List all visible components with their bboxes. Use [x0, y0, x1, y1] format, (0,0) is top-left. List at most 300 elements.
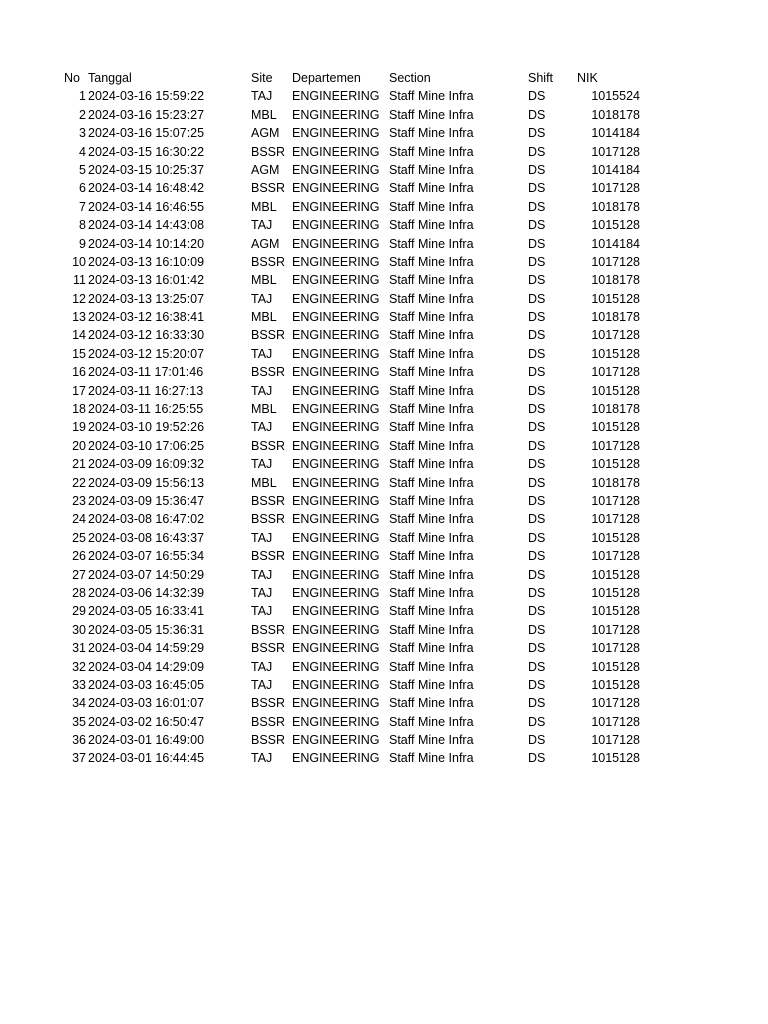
cell-no: 6: [79, 181, 86, 196]
cell-shift: DS: [528, 162, 546, 177]
cell-tanggal: 2024-03-11 16:25:55: [88, 402, 204, 417]
cell-site: MBL: [251, 199, 277, 214]
cell-departemen: ENGINEERING: [292, 107, 380, 122]
cell-nik: 1014184: [591, 126, 640, 141]
table-body: [0, 87, 768, 767]
cell-tanggal: 2024-03-03 16:45:05: [88, 677, 205, 692]
cell-shift: DS: [528, 89, 546, 104]
table-row: [0, 676, 768, 694]
cell-section: Staff Mine Infra: [389, 328, 474, 343]
table-row: [0, 566, 768, 584]
cell-site: AGM: [251, 236, 280, 251]
cell-departemen: ENGINEERING: [292, 310, 380, 325]
cell-tanggal: 2024-03-05 15:36:31: [88, 622, 205, 637]
cell-shift: DS: [528, 622, 546, 637]
cell-shift: DS: [528, 420, 546, 435]
cell-shift: DS: [528, 438, 546, 453]
cell-tanggal: 2024-03-16 15:07:25: [88, 126, 205, 141]
table-row: [0, 492, 768, 510]
cell-nik: 1017128: [591, 622, 640, 637]
cell-site: TAJ: [251, 604, 273, 619]
table-row: [0, 253, 768, 271]
table-row: [0, 216, 768, 234]
cell-shift: DS: [528, 310, 546, 325]
cell-site: BSSR: [251, 622, 286, 637]
cell-section: Staff Mine Infra: [389, 346, 474, 361]
cell-nik: 1017128: [591, 365, 640, 380]
cell-site: TAJ: [251, 677, 273, 692]
cell-section: Staff Mine Infra: [389, 107, 474, 122]
attendance-table: [0, 69, 768, 768]
cell-departemen: ENGINEERING: [292, 604, 380, 619]
cell-site: MBL: [251, 107, 277, 122]
cell-shift: DS: [528, 530, 546, 545]
cell-no: 29: [72, 604, 86, 619]
cell-nik: 1017128: [591, 549, 640, 564]
cell-section: Staff Mine Infra: [389, 310, 474, 325]
cell-tanggal: 2024-03-14 10:14:20: [88, 236, 205, 251]
header-departemen: Departemen: [292, 71, 361, 85]
table-row: [0, 639, 768, 657]
cell-no: 2: [79, 107, 86, 122]
cell-shift: DS: [528, 604, 546, 619]
cell-departemen: ENGINEERING: [292, 733, 380, 748]
cell-tanggal: 2024-03-10 19:52:26: [88, 420, 205, 435]
cell-tanggal: 2024-03-08 16:43:37: [88, 530, 205, 545]
table-row: [0, 143, 768, 161]
cell-tanggal: 2024-03-14 14:43:08: [88, 218, 205, 233]
header-no: No: [64, 71, 80, 85]
cell-no: 14: [72, 328, 86, 343]
cell-site: AGM: [251, 126, 280, 141]
cell-section: Staff Mine Infra: [389, 457, 474, 472]
header-section: Section: [389, 71, 431, 85]
table-row: [0, 602, 768, 620]
cell-section: Staff Mine Infra: [389, 677, 474, 692]
cell-site: BSSR: [251, 365, 286, 380]
cell-nik: 1018178: [591, 107, 640, 122]
table-row: [0, 179, 768, 197]
cell-nik: 1017128: [591, 696, 640, 711]
cell-site: BSSR: [251, 328, 286, 343]
cell-shift: DS: [528, 751, 546, 766]
cell-nik: 1018178: [591, 475, 640, 490]
cell-section: Staff Mine Infra: [389, 493, 474, 508]
cell-shift: DS: [528, 383, 546, 398]
cell-section: Staff Mine Infra: [389, 438, 474, 453]
cell-section: Staff Mine Infra: [389, 199, 474, 214]
cell-nik: 1015128: [591, 457, 640, 472]
cell-site: BSSR: [251, 714, 286, 729]
cell-no: 24: [72, 512, 86, 527]
cell-section: Staff Mine Infra: [389, 89, 474, 104]
cell-departemen: ENGINEERING: [292, 659, 380, 674]
cell-departemen: ENGINEERING: [292, 291, 380, 306]
cell-tanggal: 2024-03-01 16:49:00: [88, 733, 205, 748]
cell-departemen: ENGINEERING: [292, 696, 380, 711]
cell-departemen: ENGINEERING: [292, 328, 380, 343]
cell-site: BSSR: [251, 549, 286, 564]
cell-departemen: ENGINEERING: [292, 346, 380, 361]
cell-no: 12: [72, 291, 86, 306]
cell-tanggal: 2024-03-07 14:50:29: [88, 567, 205, 582]
table-row: [0, 621, 768, 639]
cell-nik: 1017128: [591, 493, 640, 508]
cell-section: Staff Mine Infra: [389, 126, 474, 141]
cell-site: TAJ: [251, 383, 273, 398]
cell-nik: 1017128: [591, 438, 640, 453]
header-site: Site: [251, 71, 273, 85]
cell-tanggal: 2024-03-14 16:48:42: [88, 181, 205, 196]
cell-section: Staff Mine Infra: [389, 475, 474, 490]
cell-departemen: ENGINEERING: [292, 641, 380, 656]
cell-shift: DS: [528, 181, 546, 196]
cell-site: TAJ: [251, 530, 273, 545]
cell-shift: DS: [528, 126, 546, 141]
cell-no: 22: [72, 475, 86, 490]
cell-no: 11: [73, 273, 86, 288]
cell-shift: DS: [528, 365, 546, 380]
cell-shift: DS: [528, 402, 546, 417]
cell-nik: 1017128: [591, 512, 640, 527]
table-row: [0, 584, 768, 602]
cell-departemen: ENGINEERING: [292, 402, 380, 417]
cell-tanggal: 2024-03-12 16:38:41: [88, 310, 205, 325]
cell-site: AGM: [251, 162, 280, 177]
table-row: [0, 731, 768, 749]
cell-tanggal: 2024-03-11 17:01:46: [88, 365, 204, 380]
cell-tanggal: 2024-03-02 16:50:47: [88, 714, 205, 729]
cell-no: 8: [79, 218, 86, 233]
cell-nik: 1015128: [591, 291, 640, 306]
cell-nik: 1015128: [591, 218, 640, 233]
cell-site: BSSR: [251, 144, 286, 159]
cell-no: 35: [72, 714, 86, 729]
cell-tanggal: 2024-03-10 17:06:25: [88, 438, 205, 453]
cell-no: 23: [72, 493, 86, 508]
cell-tanggal: 2024-03-14 16:46:55: [88, 199, 205, 214]
table-row: [0, 87, 768, 105]
cell-nik: 1018178: [591, 199, 640, 214]
cell-departemen: ENGINEERING: [292, 144, 380, 159]
cell-shift: DS: [528, 567, 546, 582]
table-row: [0, 510, 768, 528]
cell-section: Staff Mine Infra: [389, 696, 474, 711]
cell-site: TAJ: [251, 751, 273, 766]
cell-nik: 1018178: [591, 402, 640, 417]
cell-shift: DS: [528, 696, 546, 711]
table-row: [0, 308, 768, 326]
cell-tanggal: 2024-03-09 15:36:47: [88, 493, 205, 508]
cell-departemen: ENGINEERING: [292, 751, 380, 766]
cell-departemen: ENGINEERING: [292, 181, 380, 196]
table-row: [0, 345, 768, 363]
cell-tanggal: 2024-03-15 16:30:22: [88, 144, 205, 159]
cell-tanggal: 2024-03-16 15:59:22: [88, 89, 205, 104]
table-row: [0, 382, 768, 400]
cell-nik: 1015128: [591, 567, 640, 582]
cell-shift: DS: [528, 199, 546, 214]
cell-shift: DS: [528, 549, 546, 564]
cell-departemen: ENGINEERING: [292, 493, 380, 508]
cell-departemen: ENGINEERING: [292, 714, 380, 729]
cell-section: Staff Mine Infra: [389, 273, 474, 288]
cell-shift: DS: [528, 346, 546, 361]
cell-site: TAJ: [251, 457, 273, 472]
cell-tanggal: 2024-03-04 14:29:09: [88, 659, 205, 674]
cell-shift: DS: [528, 585, 546, 600]
cell-nik: 1017128: [591, 144, 640, 159]
cell-section: Staff Mine Infra: [389, 162, 474, 177]
cell-section: Staff Mine Infra: [389, 420, 474, 435]
cell-shift: DS: [528, 641, 546, 656]
cell-tanggal: 2024-03-01 16:44:45: [88, 751, 205, 766]
cell-shift: DS: [528, 236, 546, 251]
table-row: [0, 198, 768, 216]
cell-section: Staff Mine Infra: [389, 604, 474, 619]
cell-no: 19: [72, 420, 86, 435]
cell-tanggal: 2024-03-09 16:09:32: [88, 457, 205, 472]
table-row: [0, 106, 768, 124]
cell-departemen: ENGINEERING: [292, 585, 380, 600]
cell-site: TAJ: [251, 89, 273, 104]
cell-shift: DS: [528, 218, 546, 233]
cell-site: BSSR: [251, 181, 286, 196]
cell-no: 21: [72, 457, 86, 472]
cell-nik: 1015128: [591, 383, 640, 398]
cell-nik: 1015128: [591, 420, 640, 435]
cell-departemen: ENGINEERING: [292, 457, 380, 472]
cell-site: BSSR: [251, 254, 286, 269]
cell-tanggal: 2024-03-15 10:25:37: [88, 162, 205, 177]
cell-section: Staff Mine Infra: [389, 659, 474, 674]
cell-shift: DS: [528, 733, 546, 748]
cell-section: Staff Mine Infra: [389, 714, 474, 729]
table-row: [0, 400, 768, 418]
cell-site: TAJ: [251, 218, 273, 233]
cell-no: 1: [79, 89, 86, 104]
cell-nik: 1017128: [591, 254, 640, 269]
cell-no: 7: [79, 199, 86, 214]
table-row: [0, 694, 768, 712]
cell-site: MBL: [251, 310, 277, 325]
cell-site: TAJ: [251, 346, 273, 361]
cell-no: 32: [72, 659, 86, 674]
cell-no: 25: [72, 530, 86, 545]
cell-tanggal: 2024-03-12 15:20:07: [88, 346, 205, 361]
table-row: [0, 124, 768, 142]
cell-departemen: ENGINEERING: [292, 254, 380, 269]
cell-site: TAJ: [251, 291, 273, 306]
cell-site: BSSR: [251, 512, 286, 527]
cell-no: 27: [72, 567, 86, 582]
cell-nik: 1017128: [591, 328, 640, 343]
cell-no: 5: [79, 162, 86, 177]
cell-tanggal: 2024-03-04 14:59:29: [88, 641, 205, 656]
cell-nik: 1015128: [591, 604, 640, 619]
cell-section: Staff Mine Infra: [389, 567, 474, 582]
cell-departemen: ENGINEERING: [292, 383, 380, 398]
table-row: [0, 749, 768, 767]
cell-departemen: ENGINEERING: [292, 475, 380, 490]
cell-departemen: ENGINEERING: [292, 218, 380, 233]
cell-no: 33: [72, 677, 86, 692]
cell-section: Staff Mine Infra: [389, 512, 474, 527]
header-row: [0, 69, 768, 87]
cell-tanggal: 2024-03-07 16:55:34: [88, 549, 205, 564]
cell-nik: 1015128: [591, 677, 640, 692]
table-row: [0, 437, 768, 455]
cell-tanggal: 2024-03-05 16:33:41: [88, 604, 205, 619]
cell-section: Staff Mine Infra: [389, 733, 474, 748]
cell-tanggal: 2024-03-03 16:01:07: [88, 696, 205, 711]
table-row: [0, 658, 768, 676]
cell-section: Staff Mine Infra: [389, 751, 474, 766]
cell-departemen: ENGINEERING: [292, 273, 380, 288]
cell-section: Staff Mine Infra: [389, 549, 474, 564]
cell-shift: DS: [528, 273, 546, 288]
cell-nik: 1014184: [591, 162, 640, 177]
cell-shift: DS: [528, 254, 546, 269]
cell-departemen: ENGINEERING: [292, 162, 380, 177]
table-row: [0, 235, 768, 253]
cell-tanggal: 2024-03-16 15:23:27: [88, 107, 205, 122]
cell-no: 26: [72, 549, 86, 564]
cell-shift: DS: [528, 457, 546, 472]
table-row: [0, 529, 768, 547]
cell-shift: DS: [528, 328, 546, 343]
cell-shift: DS: [528, 475, 546, 490]
cell-section: Staff Mine Infra: [389, 530, 474, 545]
header-nik: NIK: [577, 71, 598, 85]
cell-site: MBL: [251, 402, 277, 417]
cell-departemen: ENGINEERING: [292, 549, 380, 564]
cell-nik: 1015128: [591, 751, 640, 766]
cell-nik: 1015128: [591, 346, 640, 361]
header-shift: Shift: [528, 71, 554, 85]
cell-section: Staff Mine Infra: [389, 365, 474, 380]
cell-tanggal: 2024-03-13 16:10:09: [88, 254, 205, 269]
cell-section: Staff Mine Infra: [389, 218, 474, 233]
cell-no: 17: [72, 383, 86, 398]
cell-shift: DS: [528, 512, 546, 527]
cell-departemen: ENGINEERING: [292, 622, 380, 637]
cell-section: Staff Mine Infra: [389, 402, 474, 417]
cell-shift: DS: [528, 659, 546, 674]
cell-departemen: ENGINEERING: [292, 126, 380, 141]
table-row: [0, 455, 768, 473]
cell-site: BSSR: [251, 493, 286, 508]
cell-no: 10: [72, 254, 86, 269]
cell-tanggal: 2024-03-08 16:47:02: [88, 512, 205, 527]
table-row: [0, 713, 768, 731]
cell-section: Staff Mine Infra: [389, 641, 474, 656]
cell-nik: 1015128: [591, 659, 640, 674]
cell-section: Staff Mine Infra: [389, 144, 474, 159]
cell-section: Staff Mine Infra: [389, 181, 474, 196]
cell-site: BSSR: [251, 733, 286, 748]
cell-section: Staff Mine Infra: [389, 622, 474, 637]
cell-nik: 1017128: [591, 714, 640, 729]
cell-shift: DS: [528, 677, 546, 692]
cell-site: MBL: [251, 475, 277, 490]
cell-no: 4: [79, 144, 86, 159]
table-row: [0, 326, 768, 344]
cell-no: 28: [72, 585, 86, 600]
cell-nik: 1017128: [591, 181, 640, 196]
cell-nik: 1017128: [591, 641, 640, 656]
cell-site: TAJ: [251, 420, 273, 435]
cell-no: 36: [72, 733, 86, 748]
cell-nik: 1015524: [591, 89, 640, 104]
cell-nik: 1015128: [591, 530, 640, 545]
table-row: [0, 363, 768, 381]
cell-nik: 1018178: [591, 273, 640, 288]
cell-site: MBL: [251, 273, 277, 288]
cell-no: 34: [72, 696, 86, 711]
cell-nik: 1017128: [591, 733, 640, 748]
cell-tanggal: 2024-03-06 14:32:39: [88, 585, 205, 600]
cell-shift: DS: [528, 144, 546, 159]
cell-departemen: ENGINEERING: [292, 567, 380, 582]
cell-site: BSSR: [251, 438, 286, 453]
header-tanggal: Tanggal: [88, 71, 132, 85]
cell-no: 3: [79, 126, 86, 141]
cell-site: TAJ: [251, 659, 273, 674]
cell-tanggal: 2024-03-12 16:33:30: [88, 328, 205, 343]
cell-no: 30: [72, 622, 86, 637]
cell-no: 20: [72, 438, 86, 453]
cell-site: BSSR: [251, 641, 286, 656]
cell-tanggal: 2024-03-13 13:25:07: [88, 291, 205, 306]
cell-departemen: ENGINEERING: [292, 89, 380, 104]
cell-section: Staff Mine Infra: [389, 291, 474, 306]
cell-shift: DS: [528, 714, 546, 729]
table-row: [0, 161, 768, 179]
table-row: [0, 290, 768, 308]
cell-departemen: ENGINEERING: [292, 236, 380, 251]
cell-section: Staff Mine Infra: [389, 383, 474, 398]
cell-site: TAJ: [251, 585, 273, 600]
cell-no: 13: [72, 310, 86, 325]
cell-no: 37: [72, 751, 86, 766]
cell-tanggal: 2024-03-09 15:56:13: [88, 475, 205, 490]
table-row: [0, 547, 768, 565]
cell-departemen: ENGINEERING: [292, 530, 380, 545]
cell-no: 9: [79, 236, 86, 251]
cell-site: BSSR: [251, 696, 286, 711]
cell-departemen: ENGINEERING: [292, 512, 380, 527]
cell-no: 18: [72, 402, 86, 417]
cell-departemen: ENGINEERING: [292, 365, 380, 380]
cell-nik: 1015128: [591, 585, 640, 600]
cell-site: TAJ: [251, 567, 273, 582]
cell-section: Staff Mine Infra: [389, 254, 474, 269]
table-row: [0, 474, 768, 492]
cell-departemen: ENGINEERING: [292, 677, 380, 692]
table-row: [0, 271, 768, 289]
cell-shift: DS: [528, 291, 546, 306]
cell-departemen: ENGINEERING: [292, 199, 380, 214]
cell-nik: 1018178: [591, 310, 640, 325]
cell-departemen: ENGINEERING: [292, 420, 380, 435]
cell-no: 16: [72, 365, 86, 380]
cell-shift: DS: [528, 107, 546, 122]
cell-departemen: ENGINEERING: [292, 438, 380, 453]
table-row: [0, 418, 768, 436]
cell-section: Staff Mine Infra: [389, 236, 474, 251]
cell-section: Staff Mine Infra: [389, 585, 474, 600]
